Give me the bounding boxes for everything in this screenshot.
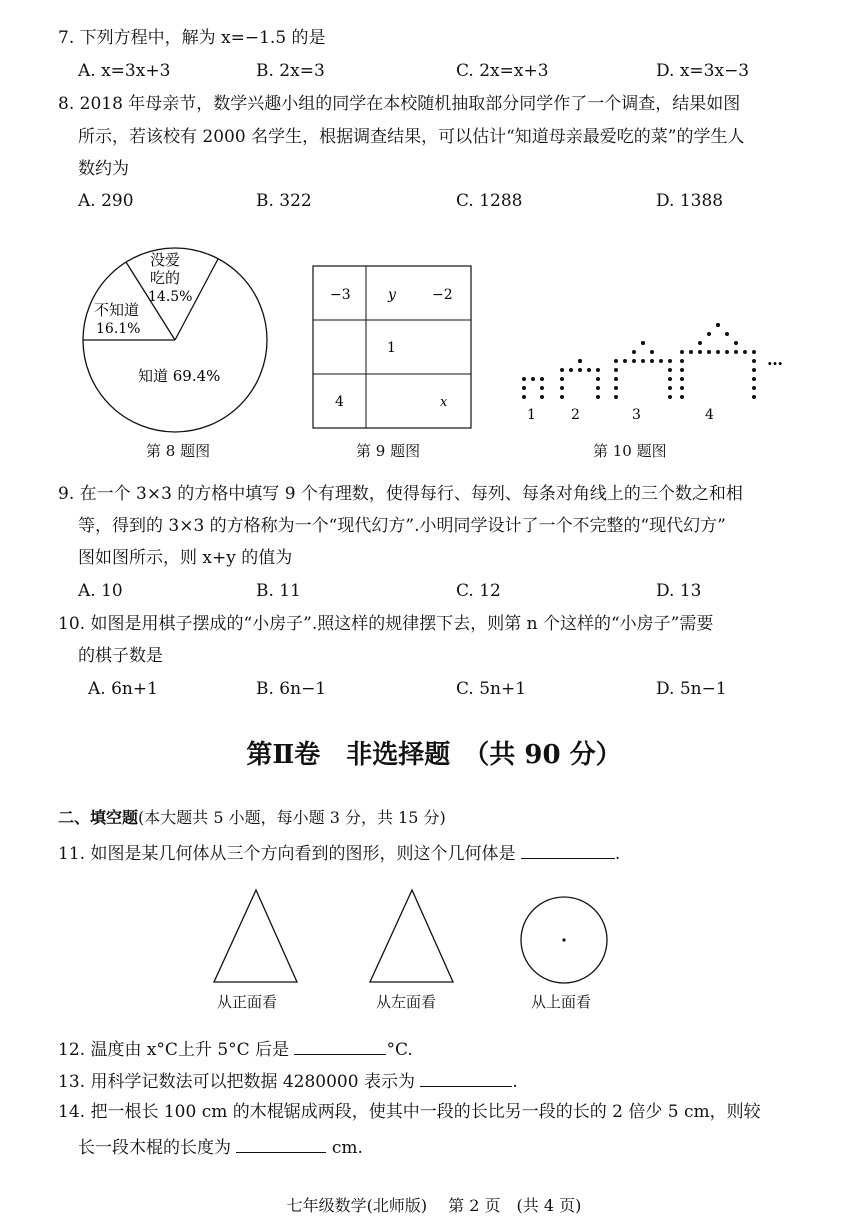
q7-option-c: C. 2x=x+3 [456, 61, 549, 81]
house-label-1: 1 [527, 407, 536, 423]
house-dot [614, 368, 618, 372]
q9-option-d: D. 13 [656, 581, 702, 601]
q8-option-b: B. 322 [256, 191, 312, 211]
house-dot [522, 377, 526, 381]
house-dot [540, 386, 544, 390]
q7-stem: 7. 下列方程中，解为 x=−1.5 的是 [58, 28, 326, 48]
house-dot [725, 350, 729, 354]
grid-cell-r1c1: −3 [330, 287, 351, 303]
q10-stem-line-2: 的棋子数是 [78, 646, 163, 666]
q9-stem-line-2: 等，得到的 3×3 的方格称为一个“现代幻方”.小明同学设计了一个不完整的“现代幻方” [78, 516, 726, 536]
house-dot [698, 341, 702, 345]
q12-line [58, 1036, 413, 1061]
house-dot [632, 359, 636, 363]
figure-10-dot-houses [515, 285, 795, 425]
q7-option-a: A. x=3x+3 [78, 61, 171, 81]
house-dot [680, 395, 684, 399]
house-dot [540, 377, 544, 381]
house-dot [540, 395, 544, 399]
house-dot [707, 332, 711, 336]
house-dot [752, 395, 756, 399]
house-dot [560, 377, 564, 381]
q14-end: cm. [331, 1138, 363, 1158]
q8-stem-line-2: 所示，若该校有 2000 名学生，根据调查结果，可以估计“知道母亲最爱吃的菜”的学生人 [78, 127, 745, 147]
part-2-title: 第Ⅱ卷 非选择题 （共 90 分） [246, 740, 622, 770]
q10-option-a: A. 6n+1 [88, 679, 158, 699]
house-dot [734, 350, 738, 354]
grid-cell-r1c3: −2 [432, 287, 453, 303]
grid-cell-x: x [440, 395, 448, 410]
house-dot [734, 341, 738, 345]
q8-option-c: C. 1288 [456, 191, 523, 211]
house-dot [614, 377, 618, 381]
page-footer: 七年级数学(北师版) 第 2 页 (共 4 页) [286, 1196, 582, 1215]
house-dot [531, 377, 535, 381]
q10-option-c: C. 5n+1 [456, 679, 527, 699]
house-dot [668, 395, 672, 399]
house-dot [596, 395, 600, 399]
house-dot [668, 368, 672, 372]
q7-option-d: D. x=3x−3 [656, 61, 750, 81]
q9-option-c: C. 12 [456, 581, 501, 601]
house-dot [698, 350, 702, 354]
house-dot [587, 368, 591, 372]
house-dot [641, 341, 645, 345]
house-dot [650, 350, 654, 354]
view-label-left: 从左面看 [376, 993, 437, 1011]
q9-stem-line-3: 图如图所示，则 x+y 的值为 [78, 548, 293, 568]
view-label-front: 从正面看 [217, 993, 278, 1011]
pie-label-c: 知道 69.4% [138, 367, 221, 385]
house-dot [596, 386, 600, 390]
grid-cell-r3c1: 4 [335, 394, 344, 410]
house-dot [752, 377, 756, 381]
figure-9-caption: 第 9 题图 [356, 442, 421, 460]
house-dot [725, 332, 729, 336]
q12-answer-blank[interactable] [294, 1036, 386, 1055]
house-dot [680, 386, 684, 390]
q10-option-d: D. 5n−1 [656, 679, 727, 699]
section-2-heading-label: 二、填空题 [58, 808, 139, 827]
section-2-note: (本大题共 5 小题，每小题 3 分，共 15 分) [138, 808, 446, 827]
house-ellipsis: … [767, 350, 783, 369]
house-dot [752, 368, 756, 372]
top-view-center-dot [562, 938, 565, 941]
figure-11-three-views [200, 885, 620, 985]
house-dot [752, 359, 756, 363]
house-dot [668, 359, 672, 363]
house-dot [560, 386, 564, 390]
house-dot [743, 350, 747, 354]
grid-cell-r2c2: 1 [387, 340, 396, 356]
pie-label-a1: 没爱 [150, 251, 181, 269]
house-dot [680, 350, 684, 354]
figure-8-pie-chart [78, 245, 288, 435]
q11-line [58, 840, 620, 865]
house-dot [668, 386, 672, 390]
house-dot [578, 368, 582, 372]
house-dot [716, 323, 720, 327]
house-dot [560, 368, 564, 372]
house-dot [632, 350, 636, 354]
house-dot [716, 350, 720, 354]
q13-answer-blank[interactable] [420, 1068, 512, 1087]
house-dot [680, 368, 684, 372]
pie-label-b2: 16.1% [96, 321, 141, 337]
q14-line-2 [78, 1134, 363, 1159]
house-dot [522, 395, 526, 399]
house-dot [668, 377, 672, 381]
front-view-triangle [214, 890, 297, 982]
house-dot [614, 359, 618, 363]
q7-option-b: B. 2x=3 [256, 61, 325, 81]
house-dot [650, 359, 654, 363]
house-label-3: 3 [632, 407, 641, 423]
q13-stem: 13. 用科学记数法可以把数据 4280000 表示为 [58, 1072, 415, 1092]
pie-label-a2: 吃的 [150, 269, 181, 287]
q10-stem-line-1: 10. 如图是用棋子摆成的“小房子”.照这样的规律摆下去，则第 n 个这样的“小房子”需要 [58, 614, 714, 634]
left-view-triangle [370, 890, 453, 982]
house-dot [752, 350, 756, 354]
q8-stem-line-3: 数约为 [78, 159, 129, 179]
dot-houses-group [522, 323, 756, 399]
house-dot [614, 386, 618, 390]
figure-9-grid [312, 265, 474, 431]
figure-10-caption: 第 10 题图 [593, 442, 667, 460]
q12-stem: 12. 温度由 x°C上升 5°C 后是 [58, 1040, 290, 1060]
house-dot [560, 395, 564, 399]
q9-option-a: A. 10 [78, 581, 123, 601]
house-label-4: 4 [705, 407, 714, 423]
q10-option-b: B. 6n−1 [256, 679, 327, 699]
house-dot [578, 359, 582, 363]
house-dot [707, 350, 711, 354]
q8-stem-line-1: 8. 2018 年母亲节，数学兴趣小组的同学在本校随机抽取部分同学作了一个调查，结果如图 [58, 94, 741, 114]
q12-end: °C. [386, 1040, 413, 1060]
house-dot [659, 359, 663, 363]
q14-answer-blank[interactable] [236, 1134, 326, 1153]
house-dot [569, 368, 573, 372]
house-dot [689, 350, 693, 354]
figure-8-caption: 第 8 题图 [146, 442, 211, 460]
pie-label-a3: 14.5% [148, 289, 193, 305]
q8-option-a: A. 290 [78, 191, 134, 211]
house-dot [596, 368, 600, 372]
house-dot [680, 377, 684, 381]
section-2-heading [58, 807, 446, 829]
house-dot [680, 359, 684, 363]
house-dot [522, 386, 526, 390]
house-dot [641, 359, 645, 363]
q11-stem: 11. 如图是某几何体从三个方向看到的图形，则这个几何体是 [58, 844, 516, 864]
q13-end: . [512, 1072, 518, 1092]
q8-option-d: D. 1388 [656, 191, 724, 211]
q9-option-b: B. 11 [256, 581, 301, 601]
q11-answer-blank[interactable] [521, 840, 615, 859]
q13-line [58, 1068, 518, 1093]
view-label-top: 从上面看 [531, 993, 592, 1011]
q14-stem-line-1: 14. 把一根长 100 cm 的木棍锯成两段，使其中一段的长比另一段的长的 2 倍少 5 cm，则较 [58, 1102, 761, 1122]
house-dot [596, 377, 600, 381]
pie-label-b1: 不知道 [94, 301, 140, 319]
house-label-2: 2 [571, 407, 580, 423]
q14-stem-line-2: 长一段木棍的长度为 [78, 1138, 231, 1158]
house-dot [614, 395, 618, 399]
grid-cell-y: y [388, 287, 396, 303]
q9-stem-line-1: 9. 在一个 3×3 的方格中填写 9 个有理数，使得每行、每列、每条对角线上的三个数之和相 [58, 484, 743, 504]
house-dot [752, 386, 756, 390]
q11-end: . [614, 844, 621, 864]
house-dot [623, 359, 627, 363]
